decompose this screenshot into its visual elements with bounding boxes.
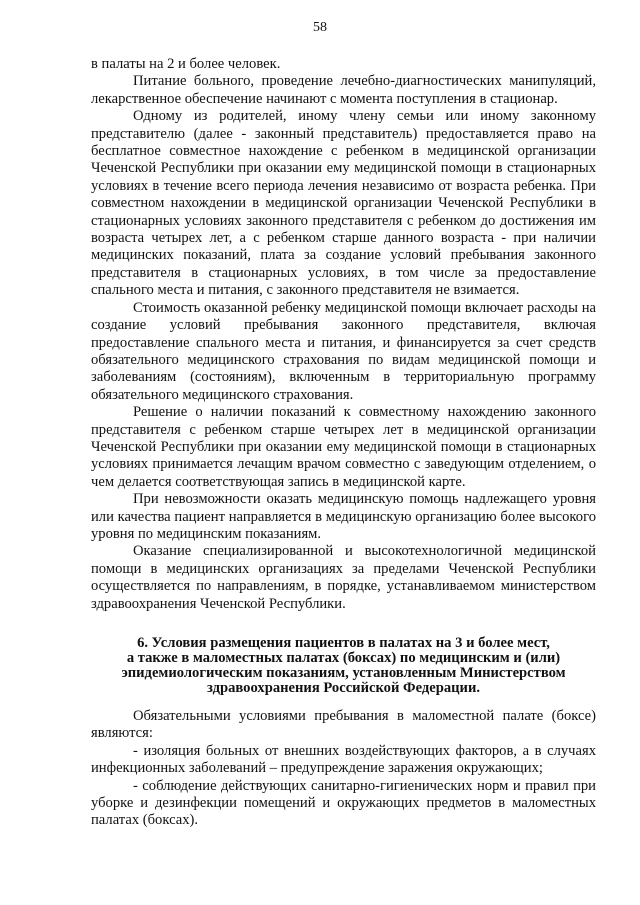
paragraph: Питание больного, проведение лечебно-диагностических манипуляций, лекарственное обеспечение начинают с момента поступления в стационар. [91,73,596,107]
paragraph: Решение о наличии показаний к совместному нахождению законного представителя с ребенком старше четырех лет в медицинской организации Чеченской Республики при оказании ему медицинской помощи в стационарных условиях принимается лечащим врачом совместно с заведующим отделением, о чем делается соответствующая запись в медицинской карте. [91,404,596,490]
section-heading-line: а также в маломестных палатах (боксах) по медицинским и (или) [126,650,561,666]
paragraph: Обязательными условиями пребывания в маломестной палате (боксе) являются: [91,708,596,742]
section-heading [91,636,596,696]
paragraph: Одному из родителей, иному члену семьи или иному законному представителю (далее - законный представитель) предоставляется право на бесплатное совместное нахождение с ребенком в медицинской организации Чеченской Республики при оказании ему медицинской помощи в стационарных условиях в течение всего периода лечения независимо от возраста ребенка. При совместном нахождении в медицинской организации Чеченской Республики в стационарных условиях законного представителя с ребенком до достижения им возраста четырех лет, а с ребенком старше данного возраста - при наличии медицинских показаний, плата за создание условий пребывания законного представителя в стационарных условиях, в том числе за предоставление спального места и питания, с законного представителя не взимается. [91,108,596,299]
section-heading-line: эпидемиологическим показаниям, установленным Министерством [121,665,566,681]
list-item: - соблюдение действующих санитарно-гигиенических норм и правил при уборке и дезинфекции помещений и окружающих предметов в маломестных палатах (боксах). [91,777,596,829]
paragraph: в палаты на 2 и более человек. [91,56,281,72]
section-heading-line: здравоохранения Российской Федерации. [207,680,480,696]
list-item: - изоляция больных от внешних воздействующих факторов, а в случаях инфекционных заболеваний – предупреждение заражения окружающих; [91,742,596,777]
paragraph: При невозможности оказать медицинскую помощь надлежащего уровня или качества пациент направляется в медицинскую организацию более высокого уровня по медицинским показаниям. [91,491,596,542]
document-body [91,56,596,830]
paragraph: Стоимость оказанной ребенку медицинской помощи включает расходы на создание условий пребывания законного представителя, включая предоставление спального места и питания, и финансируется за счет средств обязательного медицинского страхования по видам медицинской помощи и заболеваниям (состояниям), включенным в территориальную программу обязательного медицинского страхования. [91,299,596,403]
paragraph: Оказание специализированной и высокотехнологичной медицинской помощи в медицинских организациях за пределами Чеченской Республики осуществляется по направлениям, в порядке, устанавливаемом министерством здравоохранения Чеченской Республики. [91,543,596,612]
section-heading-line: 6. Условия размещения пациентов в палатах на 3 и более мест, [137,635,550,651]
page-number: 58 [313,20,327,35]
